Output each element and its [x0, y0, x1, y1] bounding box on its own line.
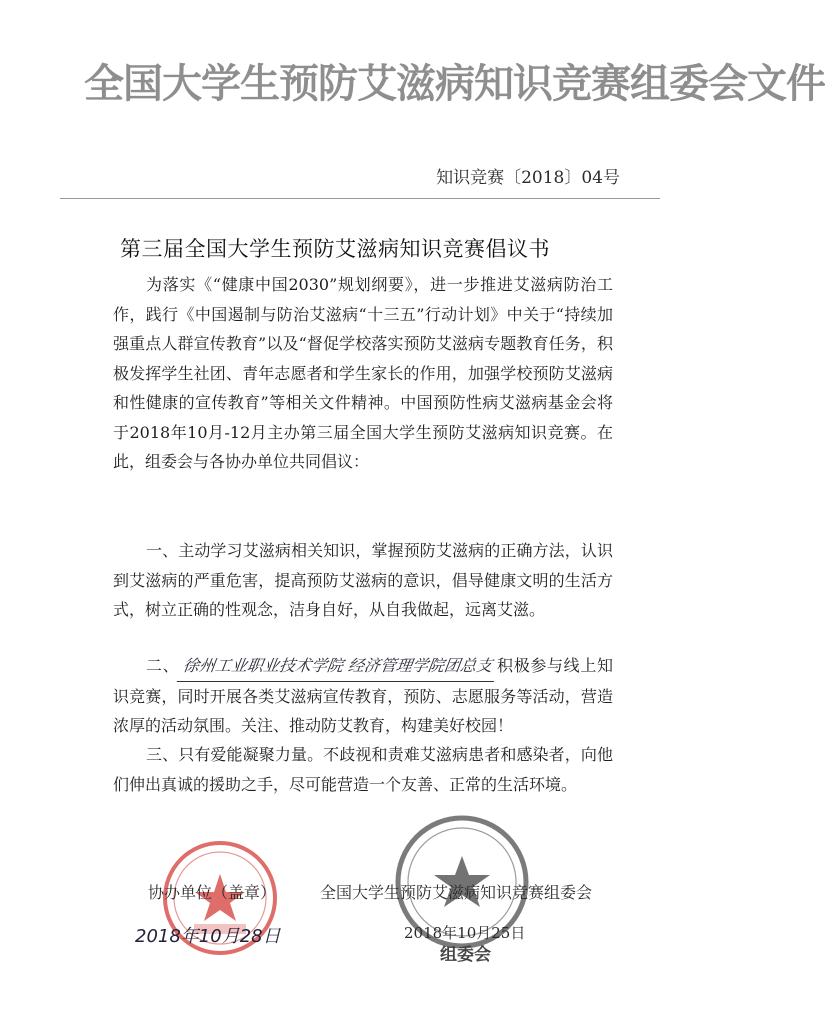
document-number: 知识竞赛〔2018〕04号 [436, 168, 620, 188]
committee-seal-label: 组委会 [440, 945, 491, 965]
proposal-title: 第三届全国大学生预防艾滋病知识竞赛倡议书 [120, 237, 550, 261]
point-2-prefix: 二、 [146, 656, 180, 675]
paragraph-point-2 [113, 651, 613, 741]
co-organizer-signature-label: 协办单位（盖章） [148, 883, 277, 902]
co-organizer-date: 2018年10月28日 [135, 926, 281, 947]
header-divider [60, 198, 660, 199]
paragraph-intro: 为落实《“健康中国2030”规划纲要》，进一步推进艾滋病防治工作，践行《中国遏制与防治艾滋病“十三五”行动计划》中关于“持续加强重点人群宣传教育”以及“督促学校落实预防艾滋病专题教育任务，积极发挥学生社团、青年志愿者和学生家长的作用，加强学校预防艾滋病和性健康的宣传教育”等相关文件精神。中国预防性病艾滋病基金会将于2018年10月-12月主办第三届全国大学生预防艾滋病知识竞赛。在此，组委会与各协办单位共同倡议： [113, 275, 613, 471]
handwritten-unit-name: 徐州工业职业技术学院 经济管理学院团总支 [177, 651, 498, 682]
committee-signature-label: 全国大学生预防艾滋病知识竞赛组委会 [320, 883, 593, 902]
paragraph-point-3: 三、只有爱能凝聚力量。不歧视和责难艾滋病患者和感染者，向他们伸出真诚的援助之手，尽可能营造一个友善、正常的生活环境。 [113, 745, 613, 794]
committee-date: 2018年10月25日 [404, 924, 526, 942]
paragraph-point-1: 一、主动学习艾滋病相关知识，掌握预防艾滋病的正确方法，认识到艾滋病的严重危害，提高预防艾滋病的意识，倡导健康文明的生活方式，树立正确的性观念，洁身自好，从自我做起，远离艾滋。 [113, 541, 613, 619]
document-header-title: 全国大学生预防艾滋病知识竞赛组委会文件 [84, 61, 825, 107]
point-2-text: 积极参与线上知识竞赛，同时开展各类艾滋病宣传教育，预防、志愿服务等活动，营造浓厚的活动氛围。关注、推动防艾教育，构建美好校园！ [113, 656, 613, 735]
